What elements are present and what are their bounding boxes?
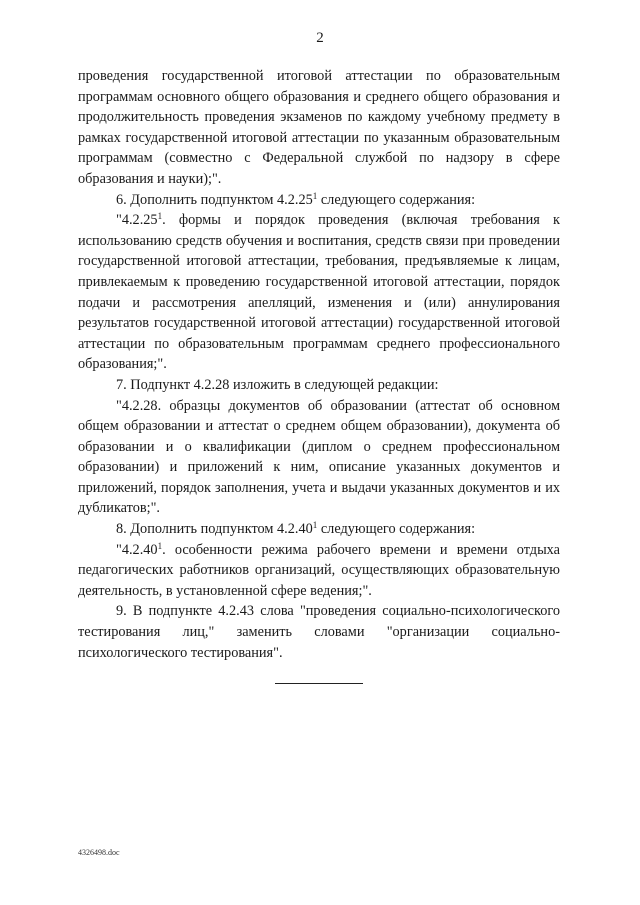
superscript: 1: [157, 540, 163, 551]
paragraph-text: . особенности режима рабочего времени и времени отдыха педагогических работников организаций, осуществляющих образовательную деятельность, в установленной сфере ведения;".: [78, 541, 560, 599]
paragraph-4-2-40-1: [78, 540, 560, 602]
paragraph-continuation: проведения государственной итоговой аттестации по образовательным программам основного общего образования и среднего общего образования и продолжительность проведения экзаменов по каждому учебному предмету в рамках государственной итоговой аттестации по указанным образовательным программам (совместно с Федеральной службой по надзору в сфере образования и науки);".: [78, 68, 560, 187]
superscript: 1: [157, 211, 163, 222]
paragraph-4-2-28: "4.2.28. образцы документов об образовании (аттестат об основном общем образовании и аттестат о среднем общем образовании), документа об образовании и о квалификации (диплом о среднем профессиональном образовании) и приложений к ним, описание указанных документов и приложений, порядок заполнения, учета и выдачи указанных документов и их дубликатов;".: [78, 397, 560, 517]
superscript: 1: [312, 190, 318, 201]
paragraph-4-2-25-1: [78, 210, 560, 375]
paragraph-item-7: 7. Подпункт 4.2.28 изложить в следующей редакции:: [116, 376, 439, 393]
paragraph-text: следующего содержания:: [317, 191, 476, 208]
page-number: 2: [316, 30, 324, 46]
paragraph-text: . формы и порядок проведения (включая требования к использованию средств обучения и воспитания, средств связи при проведении государственной итоговой аттестации, требования, предъявляемые к лицам, привлекаемым к проведению государственной итоговой аттестации, порядок подачи и рассмотрения апелляций, изменения и (или) аннулирования результатов государственной итоговой аттестации) государственной итоговой аттестации по образовательным программам среднего профессионального образования;".: [78, 212, 560, 373]
document-body: [78, 66, 560, 663]
paragraph-text: следующего содержания:: [317, 521, 476, 538]
paragraph-text: 6. Дополнить подпунктом 4.2.25: [116, 191, 313, 208]
paragraph-text: "4.2.40: [116, 541, 158, 558]
footer-filename: 4326498.doc: [78, 848, 120, 857]
paragraph-item-6: [78, 190, 560, 211]
paragraph-text: "4.2.25: [116, 212, 158, 229]
paragraph-item-8: [78, 519, 560, 540]
superscript: 1: [312, 520, 318, 531]
paragraph-item-9: 9. В подпункте 4.2.43 слова "проведения социально-психологического тестирования лиц," заменить словами "организации социально-психологического тестирования".: [78, 603, 560, 661]
paragraph-text: 8. Дополнить подпунктом 4.2.40: [116, 521, 313, 538]
end-separator-line: [275, 683, 363, 684]
